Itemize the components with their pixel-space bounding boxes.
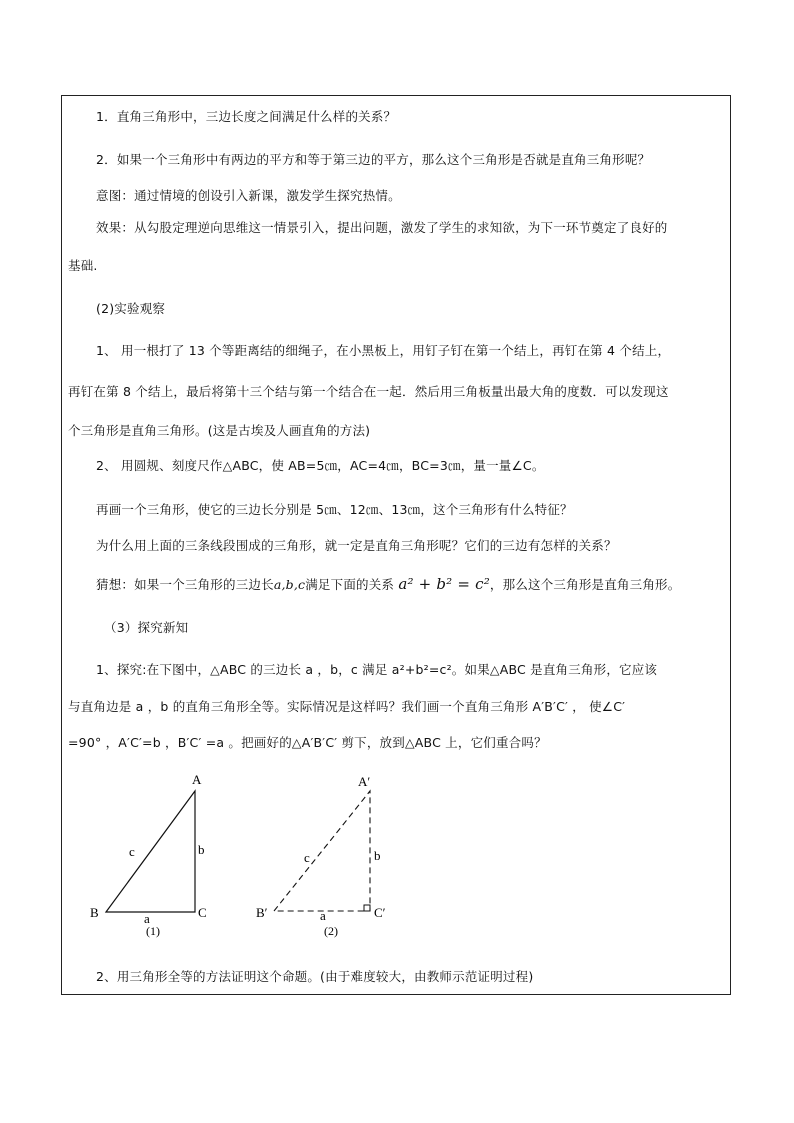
intent-text: 意图：通过情境的创设引入新课，激发学生探究热情。: [96, 188, 401, 203]
explore-line-3: =90° ，A′C′=b ，B′C′ =a 。把画好的△A′B′C′ 剪下，放到△ABC 上，它们重合吗？: [68, 735, 547, 750]
triangle-a-prime-b-prime-c-prime: [274, 791, 370, 911]
conjecture-variables: a,b,c: [273, 577, 306, 592]
experiment-1-line-1: 1、 用一根打了 13 个等距离结的细绳子，在小黑板上，用钉子钉在第一个结上，再钉在第 4 个结上，: [96, 343, 671, 358]
fig2-label-a: a: [320, 908, 326, 923]
triangle-abc: [106, 791, 195, 912]
experiment-2: 2、 用圆规、刻度尺作△ABC，使 AB=5㎝，AC=4㎝，BC=3㎝，量一量∠C。: [96, 458, 545, 473]
effect-text-line-1: 效果：从勾股定理逆向思维这一情景引入，提出问题，激发了学生的求知欲，为下一环节奠定了良好的: [96, 220, 668, 235]
fig2-label-b: b: [374, 848, 381, 863]
section-2-title: (2)实验观察: [96, 301, 166, 316]
fig1-label-B: B: [90, 905, 99, 920]
conjecture-formula: a² + b² = c²: [398, 575, 490, 593]
proof-instruction: 2、用三角形全等的方法证明这个命题。(由于难度较大，由教师示范证明过程): [96, 969, 534, 984]
figure-2: [250, 765, 410, 940]
fig2-label-A: A′: [358, 774, 371, 789]
explore-line-2: 与直角边是 a ，b 的直角三角形全等。实际情况是这样吗？我们画一个直角三角形 A′B′C′ ， 使∠C′: [68, 699, 626, 714]
right-angle-mark: [364, 905, 370, 911]
fig1-label-b: b: [198, 842, 205, 857]
fig1-label-c: c: [129, 844, 135, 859]
fig2-caption: (2): [324, 924, 338, 938]
conjecture-part-1: 猜想：如果一个三角形的三边长: [96, 577, 274, 592]
fig2-label-B: B′: [256, 905, 268, 920]
section-3-title: （3）探究新知: [104, 620, 189, 635]
fig2-label-C: C′: [374, 905, 386, 920]
conjecture-part-2: 满足下面的关系: [305, 577, 395, 592]
conjecture: [96, 576, 680, 593]
figure-1: [80, 765, 230, 940]
explore-line-1: 1、探究:在下图中，△ABC 的三边长 a ，b，c 满足 a²+b²=c²。如果△ABC 是直角三角形，它应该: [96, 662, 658, 677]
fig1-label-A: A: [192, 772, 202, 787]
another-triangle: 再画一个三角形，使它的三边长分别是 5㎝、12㎝、13㎝，这个三角形有什么特征？: [96, 502, 573, 517]
question-1: 1．直角三角形中，三边长度之间满足什么样的关系？: [96, 109, 397, 124]
why-question: 为什么用上面的三条线段围成的三角形，就一定是直角三角形呢？它们的三边有怎样的关系？: [96, 538, 617, 553]
fig1-caption: (1): [146, 924, 160, 938]
fig1-label-a: a: [144, 911, 150, 926]
question-2: 2．如果一个三角形中有两边的平方和等于第三边的平方，那么这个三角形是否就是直角三角形呢？: [96, 152, 651, 167]
experiment-1-line-2: 再钉在第 8 个结上，最后将第十三个结与第一个结合在一起．然后用三角板量出最大角的度数．可以发现这: [68, 384, 669, 399]
experiment-1-line-3: 个三角形是直角三角形。(这是古埃及人画直角的方法): [68, 423, 371, 438]
fig2-label-c: c: [304, 850, 310, 865]
effect-text-line-2: 基础.: [68, 258, 98, 273]
conjecture-part-3: ，那么这个三角形是直角三角形。: [489, 577, 681, 592]
fig1-label-C: C: [198, 905, 207, 920]
